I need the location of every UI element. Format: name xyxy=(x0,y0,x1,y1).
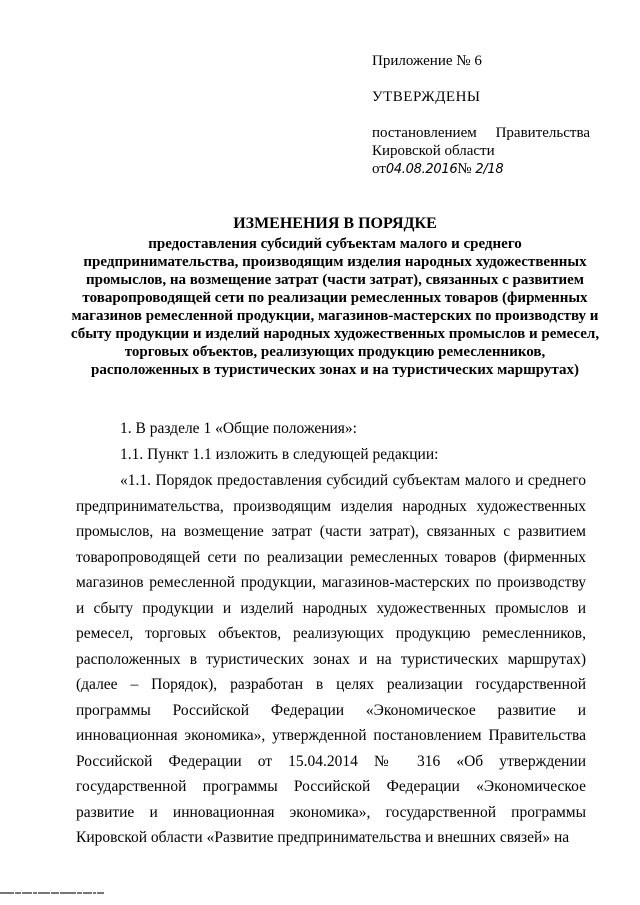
decree-prefix: от xyxy=(372,161,386,177)
paragraph-1-1: 1.1. Пункт 1.1 изложить в следующей редакции: xyxy=(120,446,439,463)
title-main: ИЗМЕНЕНИЯ В ПОРЯДКЕ xyxy=(233,215,437,232)
appendix-label: Приложение № 6 xyxy=(372,53,482,69)
decree-word: постановлением xyxy=(372,125,477,141)
paragraph-quote: «1.1. Порядок предоставления субсидий субъектам малого и среднего предпринимательства, производящим изделия народных художественных промыслов, на возмещение затрат (части затрат), связанных с развитием товаропроводящей сети по реализации ремесленных товаров (фирменных магазинов ремесленной продукции, магазинов-мастерских по производству и сбыту продукции и изделий народных художественных промыслов и ремесел, торговых объектов, реализующих продукцию ремесленников, расположенных в туристических зонах и на туристических маршрутах) (далее – Порядок), разработан в целях реализации государственной программы Российской Федерации «Экономическое развитие и инновационная экономика», утвержденной постановлением Правительства Российской Федерации от 15.04.2014 № 316 «Об утверждении государственной программы Российской Федерации «Экономическое развитие и инновационная экономика», государственной программы Кировской области «Развитие предпринимательства и внешних связей» на xyxy=(76,472,586,846)
decree-date: 04.08.2016 xyxy=(385,162,458,177)
title-subtitle: предоставления субсидий субъектам малого и среднего предпринимательства, производящим изделия народных художественных промыслов, на возмещение затрат (части затрат), связанных с развитием товаропроводящей сети по реализации ремесленных товаров (фирменных магазинов ремесленной продукции, магазинов-мастерских по производству и сбыту продукции и изделий народных художественных промыслов и ремесел, торговых объектов, реализующих продукцию ремесленников, расположенных в туристических зонах и на туристических маршрутах) xyxy=(70,236,600,378)
decree-line-1 xyxy=(372,124,590,142)
decree-region: Кировской области xyxy=(372,143,495,159)
paragraph-1: 1. В разделе 1 «Общие положения»: xyxy=(120,420,357,437)
approved-label: УТВЕРЖДЕНЫ xyxy=(372,89,481,105)
decree-number: 2/18 xyxy=(475,162,504,177)
decree-government: Правительства xyxy=(495,125,590,141)
document-title xyxy=(70,214,600,379)
decree-date-line xyxy=(372,160,590,179)
decree-number-label: № xyxy=(457,161,472,177)
decree-reference xyxy=(372,124,590,179)
scan-footer-marks xyxy=(0,888,120,898)
